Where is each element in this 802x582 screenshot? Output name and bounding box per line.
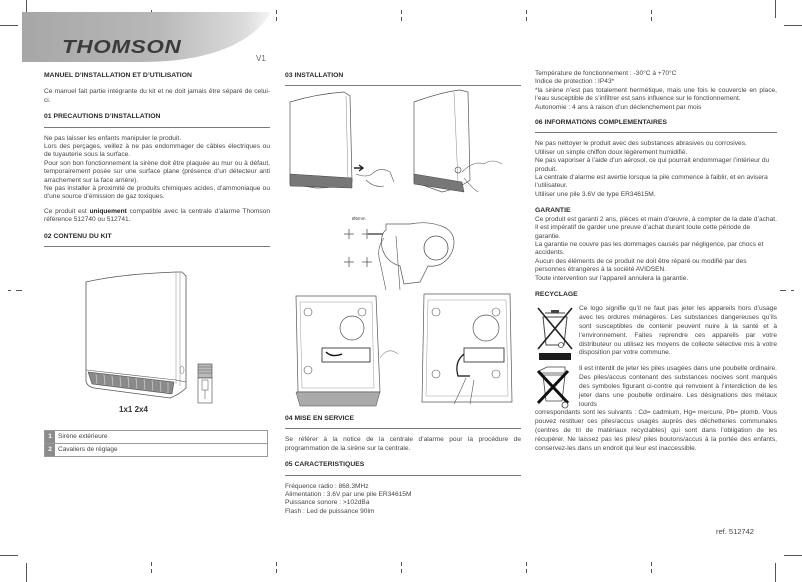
battery-text: correspondants sont les suivants : Cd= cadmium, Hg= mercure, Pb= plomb. Vous pouvez restituer ces piles/accus usagés auprès des déchetteries communales (centres de tri de matériaux recyclables) qui sont dans l’obligation de les récupérer. Ne laissez pas les piles/ piles boutons/accus à la portée des enfants, conservez-les dans un endroit qui leur est inaccessible. (535, 409, 777, 452)
battery-connection-illustration-2 (420, 292, 520, 410)
divider (44, 127, 270, 128)
section-heading-kit: 02 CONTENU DU KIT (44, 232, 112, 240)
paragraph: Ne pas nettoyer le produit avec des substances abrasives ou corrosives. (535, 140, 747, 148)
fold-mark (8, 290, 11, 291)
paragraph: Ne pas laisser les enfants manipuler le produit. (44, 134, 182, 142)
spec-line: Alimentation : 3.6V par une pile ER34615M (285, 491, 412, 499)
fold-mark (276, 10, 277, 21)
kit-row (45, 431, 267, 444)
page-title: MANUEL D’INSTALLATION ET D’UTILISATION (44, 72, 192, 79)
spec-line: Température de fonctionnement : -30°C à +70°C (535, 70, 677, 77)
spec-line: Flash : Led de puissance 90lm (285, 507, 375, 515)
paragraph: Ne pas installer à proximité de produits chimiques acides, d’ammoniaque ou d’une source d’émission de gaz toxiques. (44, 185, 270, 201)
fold-mark (651, 562, 652, 573)
installation-step-1-illustration (286, 88, 396, 198)
fold-mark (16, 290, 22, 291)
kit-item-label: Cavaliers de réglage (58, 446, 118, 453)
paragraph: Pour son bon fonctionnement la sirène doit être plaquée au mur ou à défaut, temporairement posée sur une surface plane (présence d’un détecteur anti arrachement sur la face arrière). (44, 159, 270, 184)
right-column (535, 70, 777, 453)
fold-mark (651, 10, 652, 21)
crop-mark (0, 25, 18, 26)
kit-item-number: 2 (45, 444, 55, 456)
paragraph: La garantie ne couvre pas les dommages causés par négligence, par chocs et accidents. (535, 240, 764, 257)
crop-mark (784, 555, 802, 556)
section-heading-precautions: 01 PRECAUTIONS D’INSTALLATION (44, 113, 161, 121)
fold-mark (276, 562, 277, 573)
fold-mark (526, 10, 527, 21)
kit-caption: 1x1 2x4 (119, 405, 148, 414)
divider (44, 246, 270, 247)
divider (285, 85, 521, 86)
fold-mark (151, 562, 152, 573)
crop-mark (784, 25, 802, 26)
paragraph: La centrale d’alarme est avertie lorsque la pile commence à faiblir, et en avisera l’utilisateur. (535, 174, 768, 190)
drill-size-label: Ø6mm (352, 216, 366, 221)
spec-line: Puissance sonore : >102dBa (285, 499, 370, 507)
fold-mark (401, 562, 402, 573)
crop-mark (775, 0, 776, 18)
paragraph: Utiliser un simple chiffon doux légèrement humidifié. (535, 148, 688, 156)
version-label: V1 (256, 54, 266, 63)
section-heading-recyclage: RECYCLAGE (535, 290, 578, 298)
battery-connection-illustration-1 (292, 292, 402, 410)
battery-bin-crossed-icon (535, 365, 575, 409)
section-heading-garantie: GARANTIE (535, 207, 571, 215)
divider (285, 475, 521, 476)
weee-bin-crossed-icon (535, 305, 575, 361)
divider (535, 132, 777, 133)
kit-item-label: Sirène extérieure (58, 433, 108, 440)
weee-text: Ce logo signifie qu’il ne faut pas jeter les appareils hors d’usage avec les ordures ménagères. Les substances dangereuses qu’ils sont susceptibles de contenir peuvent nuire à la santé et à l’environnement. Faites reprendre ces appareils par votre distributeur ou utilisez les moyens de collecte sélective mis à votre disposition par votre commune. (579, 305, 777, 357)
spec-line: Autonomie : 4 ans à raison d’un déclenchement par mois (535, 103, 702, 111)
product-reference: ref. 512742 (716, 527, 754, 536)
crop-mark (775, 563, 776, 582)
paragraph: Aucun des éléments de ce produit ne doit être réparé ou modifié par des personnes étrangères à la société AVIDSEN. (535, 257, 747, 274)
paragraph: Lors des perçages, veillez à ne pas endommager de câbles électriques ou de tuyauterie sous la surface. (44, 143, 270, 159)
kit-contents-table (44, 430, 268, 457)
crop-mark (0, 555, 18, 556)
fold-mark (401, 10, 402, 21)
middle-column-bottom (285, 415, 521, 516)
fold-mark (780, 290, 786, 291)
brand-logo: THOMSON (62, 37, 182, 57)
compat-prefix: Ce produit est (44, 207, 90, 215)
compatibility-note (44, 208, 270, 225)
fold-mark (526, 562, 527, 573)
spec-line: Indice de protection : IP43* (535, 78, 615, 86)
paragraph: Utiliser une pile 3.6V de type ER34615M. (535, 190, 656, 198)
kit-item-number: 1 (45, 431, 55, 443)
spec-line: Fréquence radio : 868.3MHz (285, 482, 369, 490)
section-heading-caracteristiques: 05 CARACTERISTIQUES (285, 461, 365, 469)
weee-block (535, 305, 777, 361)
siren-illustration (80, 270, 200, 400)
paragraph: Toute intervention sur l’appareil annulera la garantie. (535, 274, 689, 282)
section-heading-informations: 06 INFORMATIONS COMPLEMENTAIRES (535, 119, 667, 127)
spec-footnote: *la sirène n’est pas totalement hermétique, mais une fois le couvercle en place, l’eau susceptible de s’infiltrer est sans influence sur le fonctionnement. (535, 86, 777, 103)
fold-mark (791, 290, 794, 291)
crop-mark (26, 563, 27, 582)
kit-row (45, 444, 267, 457)
paragraph: Ce produit est garanti 2 ans, pièces et main d’œuvre, à compter de la date d’achat. Il est impératif de garder une preuve d’achat durant toute cette période de garantie. (535, 215, 777, 240)
paragraph: Ne pas vaporiser à l’aide d’un aérosol, ce qui pourrait endommager l’intérieur du produit. (535, 157, 770, 173)
jumper-illustration (196, 363, 214, 405)
installation-step-2-illustration (412, 88, 522, 198)
compat-bold: uniquement (89, 207, 127, 215)
drilling-illustration (340, 212, 470, 292)
battery-text-wrapped: Il est interdit de jeter les piles usagées dans une poubelle ordinaire. Des piles/accus contenant des substances nocives sont marqués des symboles figurant ci-contre qui renvoient à l’interdiction de les jeter dans une poubelle ordinaire. Les désignations des métaux lourds (579, 365, 777, 408)
left-column (44, 72, 270, 254)
compat-suffix: compatible avec la centrale d’alarme Thomson référence 512740 ou 512741. (44, 207, 270, 224)
battery-block (535, 365, 777, 409)
divider (285, 428, 521, 429)
intro-text: Ce manuel fait partie intégrante du kit et ne doit jamais être séparé de celui-ci. (44, 88, 270, 104)
section-heading-mise-en-service: 04 MISE EN SERVICE (285, 415, 355, 422)
section-heading-installation: 03 INSTALLATION (285, 72, 344, 79)
paragraph: Se référer à la notice de la centrale d’alarme pour la procédure de programmation de la sirène sur la centrale. (285, 436, 521, 452)
